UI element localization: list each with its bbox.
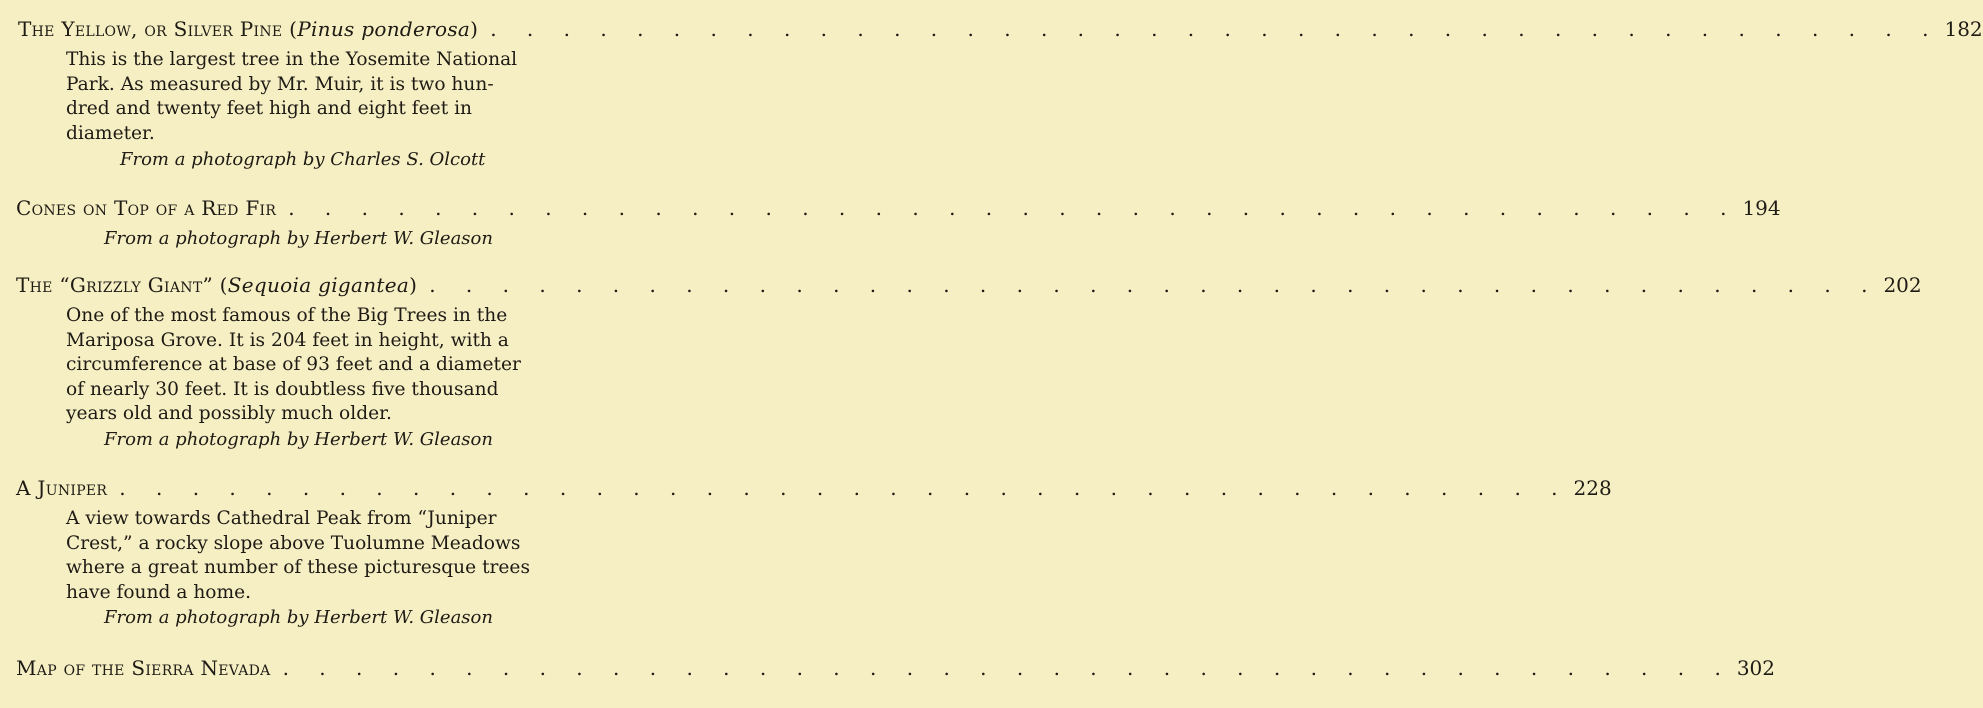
description-line: years old and possibly much older. xyxy=(66,403,392,425)
entry-latin-name: Sequoia gigantea xyxy=(227,273,410,297)
dot-leader: . . . . . . . . . . . . . . . . . . . . . . . . . . . . . . . . . . . . . . . . xyxy=(282,656,1733,680)
description-line: of nearly 30 feet. It is doubtless five thousand xyxy=(66,378,499,400)
description-line: diameter. xyxy=(66,122,155,144)
description-line: dred and twenty feet high and eight feet in xyxy=(66,98,472,120)
entry-title-line xyxy=(16,473,1612,503)
photo-credit: From a photograph by Herbert W. Gleason xyxy=(104,429,493,450)
entry-description xyxy=(66,48,580,146)
description-line: where a great number of these picturesque trees xyxy=(66,557,530,579)
entry-title-line xyxy=(18,14,1983,44)
dot-leader: . . . . . . . . . . . . . . . . . . . . . . . . . . . . . . . . . . . . . . . . xyxy=(429,273,1880,297)
entry-description xyxy=(66,507,580,605)
description-line: have found a home. xyxy=(66,581,252,603)
entry-title-line xyxy=(16,653,1776,683)
description-line: Park. As measured by Mr. Muir, it is two hun- xyxy=(66,73,494,95)
description-line: This is the largest tree in the Yosemite National xyxy=(66,49,518,70)
entry-title-line xyxy=(16,270,1922,300)
entry-title: Cones on Top of a Red Fir xyxy=(16,196,277,220)
photo-credit: From a photograph by Charles S. Olcott xyxy=(120,149,486,170)
photo-credit: From a photograph by Herbert W. Gleason xyxy=(104,607,493,628)
entry-title: The Yellow, or Silver Pine (Pinus ponderosa) xyxy=(18,17,479,41)
description-line: Mariposa Grove. It is 204 feet in height, with a xyxy=(66,329,509,351)
dot-leader: . . . . . . . . . . . . . . . . . . . . . . . . . . . . . . . . . . . . . . . . xyxy=(119,476,1570,500)
page-number: 302 xyxy=(1736,656,1776,680)
entry-title: Map of the Sierra Nevada xyxy=(16,656,271,680)
entry-title-line xyxy=(16,193,1781,223)
dot-leader: . . . . . . . . . . . . . . . . . . . . . . . . . . . . . . . . . . . . . . . . xyxy=(288,196,1739,220)
description-line: Crest,” a rocky slope above Tuolumne Meadows xyxy=(66,532,521,554)
page-number: 228 xyxy=(1573,476,1612,500)
page-number: 202 xyxy=(1883,273,1922,297)
description-line: circumference at base of 93 feet and a diameter xyxy=(66,354,521,376)
entry-latin-name: Pinus ponderosa xyxy=(297,17,471,41)
description-line: One of the most famous of the Big Trees in the xyxy=(66,305,508,326)
dot-leader: . . . . . . . . . . . . . . . . . . . . . . . . . . . . . . . . . . . . . . . . xyxy=(490,17,1941,41)
entry-title: A Juniper xyxy=(16,476,108,500)
page-number: 194 xyxy=(1742,196,1781,220)
page-number: 182 xyxy=(1944,17,1983,41)
entry-description xyxy=(66,304,580,427)
photo-credit: From a photograph by Herbert W. Gleason xyxy=(104,228,493,249)
description-line: A view towards Cathedral Peak from “Juniper xyxy=(66,508,497,529)
entry-title: The “Grizzly Giant” (Sequoia gigantea) xyxy=(16,273,418,297)
